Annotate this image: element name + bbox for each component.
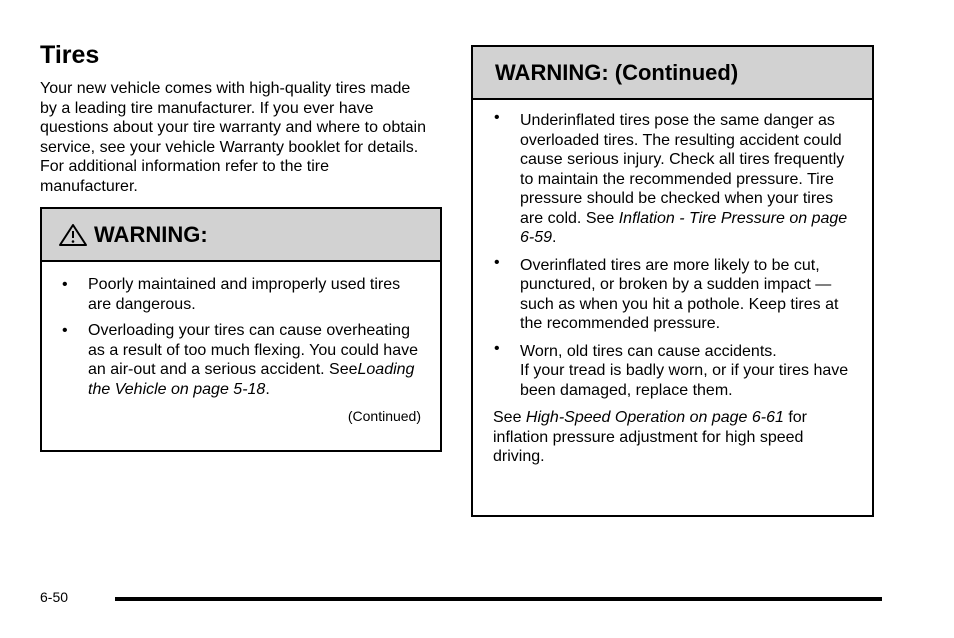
warning-triangle-icon — [58, 223, 88, 247]
bullet-end: . — [552, 229, 557, 246]
section-title: Tires — [40, 41, 100, 69]
list-item: • Worn, old tires can cause accidents. If your tread is badly worn, or if your tires have been damaged, replace them. — [494, 339, 849, 399]
page-reference-link[interactable]: Loading the Vehicle on page 5-18 — [88, 361, 415, 398]
list-item: • Poorly maintained and improperly used tires are dangerous. — [62, 276, 401, 313]
intro-paragraph: Your new vehicle comes with high-quality tires made by a leading tire manufacturer. If you ever have questions about your tire warranty and where to obtain service, see your vehicle Warranty booklet for details. For additional information refer to the tire manufacturer. — [40, 80, 427, 195]
footer-rule — [115, 597, 882, 601]
continued-note: (Continued) — [347, 408, 421, 424]
bullet-text: Overloading your tires can cause overheating as a result of too much flexing. You could have an air-out and a serious accident. See — [88, 322, 418, 378]
page-number: 6-50 — [40, 589, 69, 605]
warning-continued-body — [473, 100, 872, 467]
warning-continued-box — [471, 45, 874, 517]
bullet-text: Poorly maintained and improperly used tires are dangerous. — [88, 276, 401, 313]
bullet-text: Worn, old tires can cause accidents. — [520, 342, 777, 360]
see-paragraph — [493, 408, 852, 467]
bullet-text: Overinflated tires are more likely to be cut, punctured, or broken by a sudden impact — such as when you hit a pothole. Keep tires at the recommended pressure. — [520, 256, 839, 332]
warning-continued-header: WARNING: (Continued) — [473, 47, 872, 100]
list-item: • Overinflated tires are more likely to be cut, punctured, or broken by a sudden impact — such as when you hit a pothole. Keep tires at the recommended pressure. — [494, 253, 839, 332]
warning-title: WARNING: — [94, 221, 208, 247]
warning-box — [40, 207, 442, 452]
bullet-text: Underinflated tires pose the same danger as overloaded tires. The resulting accident could cause serious injury. Check all tires frequently to maintain the recommended pressure. Tire pressure should be checked when your tires are cold. See — [520, 112, 845, 227]
see-end: for inflation pressure adjustment for high speed driving. — [493, 409, 808, 465]
page-reference-link[interactable]: High-Speed Operation on page 6-61 — [525, 409, 784, 426]
see-text: See — [493, 409, 526, 426]
list-item: • Underinflated tires pose the same danger as overloaded tires. The resulting accident could cause serious injury. Check all tires frequently to maintain the recommended pressure. Tire pressure should be checked when your tires are cold. See Inflation - Tire Pressure on page 6-59. — [494, 109, 848, 246]
bullet-text: If your tread is badly worn, or if your tires have been damaged, replace them. — [520, 362, 849, 399]
warning-body — [42, 262, 440, 427]
list-item: • Overloading your tires can cause overheating as a result of too much flexing. You could have an air-out and a serious accident. SeeLoading the Vehicle on page 5-18. — [62, 322, 418, 398]
page-reference-link[interactable]: Inflation - Tire Pressure on page 6-59 — [520, 209, 848, 246]
warning-header — [42, 209, 440, 262]
bullet-end: . — [265, 380, 270, 398]
